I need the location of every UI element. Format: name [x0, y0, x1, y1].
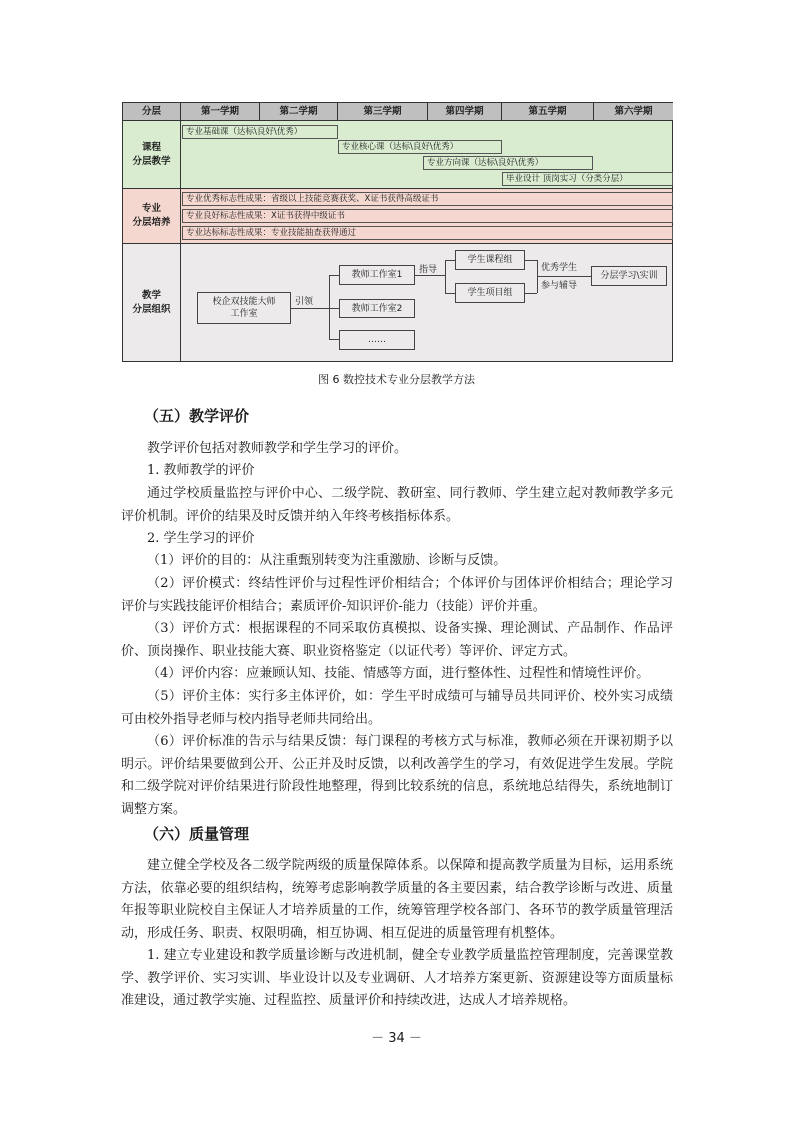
course-row — [123, 120, 672, 188]
paragraph: 1. 教师教学的评价 — [147, 463, 255, 478]
course-row-label: 课程 分层教学 — [123, 121, 181, 188]
page-number: － 34 － — [371, 1031, 422, 1046]
section-heading-evaluation: （五）教学评价 — [144, 407, 250, 425]
master-studio-box: 校企双技能大师 工作室 — [197, 292, 291, 324]
layered-teaching-figure — [122, 102, 673, 362]
lead-label: 引领 — [295, 297, 314, 307]
guide-label: 指导 — [419, 265, 438, 275]
cultivation-row — [123, 188, 672, 243]
connector-line — [537, 276, 591, 277]
cultivation-row-label: 专业 分层培养 — [123, 189, 181, 243]
connector-line — [525, 260, 537, 261]
excellent-students-label: 优秀学生 — [541, 263, 578, 273]
connector-line — [329, 275, 339, 276]
course-bar-core: 专业核心课（达标\良好\优秀） — [338, 140, 502, 154]
student-course-group-box: 学生课程组 — [455, 250, 525, 270]
course-bar-basic: 专业基础课（达标\良好\优秀） — [182, 125, 338, 139]
header-cell-term6: 第六学期 — [594, 103, 673, 120]
course-bar-internship: 毕业设计 顶岗实习（分类分层） — [502, 172, 673, 186]
header-cell-term5: 第五学期 — [502, 103, 594, 120]
header-cell-term2: 第二学期 — [260, 103, 338, 120]
paragraph: （3）评价方式：根据课程的不同采取仿真模拟、设备实操、理论测试、产品制作、作品评价、顶岗操作、职业技能大赛、职业资格鉴定（以证代考）等评价、评定方式。 — [121, 621, 673, 659]
course-bar-direction: 专业方向课（达标\良好\优秀） — [423, 156, 593, 170]
header-cell-term1: 第一学期 — [181, 103, 260, 120]
teacher-studio-1-box: 教师工作室1 — [339, 265, 415, 285]
paragraph: （2）评价模式：终结性评价与过程性评价相结合；个体评价与团体评价相结合；理论学习评价与实践技能评价相结合；素质评价-知识评价-能力（技能）评价并重。 — [121, 576, 673, 614]
connector-line — [445, 260, 446, 293]
connector-line — [445, 260, 455, 261]
header-cell-term3: 第三学期 — [338, 103, 428, 120]
paragraph: 建立健全学校及各二级学院两级的质量保障体系。以保障和提高教学质量为目标，运用系统方法，依靠必要的组织结构，统筹考虑影响教学质量的各主要因素，结合教学诊断与改进、质量年报等职业院校自主保证人才培养质量的工作，统筹管理学校各部门、各环节的教学质量管理活动，形成任务、职责、权限明确，相互协调、相互促进的质量管理有机整体。 — [121, 858, 673, 941]
connector-line — [445, 293, 455, 294]
teacher-studio-etc-box: …… — [339, 330, 415, 350]
paragraph: （6）评价标准的告示与结果反馈：每门课程的考核方式与标准，教师必须在开课初期予以明示。评价结果要做到公开、公正并及时反馈，以利改善学生的学习，有效促进学生发展。学院和二级学院对评价结果进行阶段性地整理，得到比较系统的信息，系统地总结得失，系统地制订调整方案。 — [121, 734, 673, 817]
cultivation-bar-excellent: 专业优秀标志性成果：省级以上技能竞赛获奖、X证书获得高级证书 — [182, 192, 673, 206]
connector-line — [329, 275, 330, 339]
connector-line — [415, 275, 445, 276]
student-project-group-box: 学生项目组 — [455, 283, 525, 303]
figure-caption: 图 6 数控技术专业分层教学方法 — [318, 373, 475, 386]
header-cell-term4: 第四学期 — [428, 103, 502, 120]
connector-line — [329, 308, 339, 309]
connector-line — [291, 308, 329, 309]
connector-line — [525, 293, 537, 294]
cultivation-bar-good: 专业良好标志性成果：X证书获得中级证书 — [182, 209, 673, 223]
organization-row — [123, 243, 672, 361]
teacher-studio-2-box: 教师工作室2 — [339, 299, 415, 318]
paragraph: 教学评价包括对教师教学和学生学习的评价。 — [147, 441, 408, 456]
organization-row-label: 教学 分层组织 — [123, 244, 181, 361]
header-cell-layer: 分层 — [123, 103, 181, 120]
layered-training-box: 分层学习\实训 — [591, 266, 667, 286]
cultivation-bar-pass: 专业达标标志性成果：专业技能抽查获得通过 — [182, 226, 673, 240]
connector-line — [329, 339, 339, 340]
assist-label: 参与辅导 — [541, 281, 578, 291]
paragraph: （5）评价主体：实行多主体评价，如：学生平时成绩可与辅导员共同评价、校外实习成绩可由校外指导老师与校内指导老师共同给出。 — [121, 689, 673, 727]
paragraph: （4）评价内容：应兼顾认知、技能、情感等方面，进行整体性、过程性和情境性评价。 — [147, 666, 650, 681]
paragraph: 1. 建立专业建设和教学质量诊断与改进机制，健全专业教学质量监控管理制度，完善课堂教学、教学评价、实习实训、毕业设计以及专业调研、人才培养方案更新、资源建设等方面质量标准建设，通过教学实施、过程监控、质量评价和持续改进，达成人才培养规格。 — [121, 948, 673, 1008]
paragraph: 通过学校质量监控与评价中心、二级学院、教研室、同行教师、学生建立起对教师教学多元评价机制。评价的结果及时反馈并纳入年终考核指标体系。 — [121, 486, 673, 524]
paragraph: 2. 学生学习的评价 — [147, 531, 255, 546]
paragraph: （1）评价的目的：从注重甄别转变为注重激励、诊断与反馈。 — [147, 553, 507, 568]
section-heading-quality: （六）质量管理 — [144, 825, 250, 843]
